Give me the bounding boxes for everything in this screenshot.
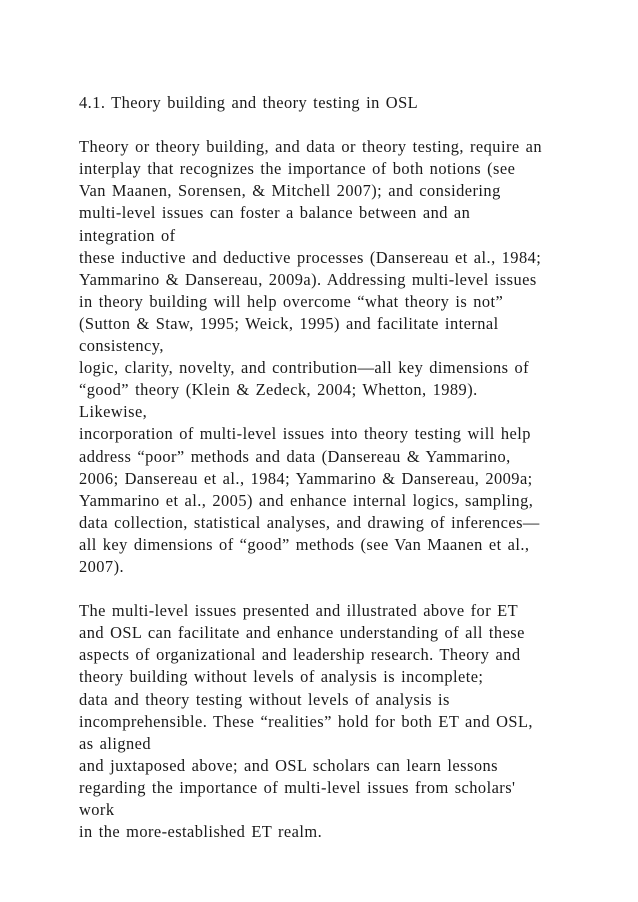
paragraph-line: data and theory testing without levels of analysis is [79, 689, 450, 709]
paragraph-line: interplay that recognizes the importance of both notions (see [79, 159, 516, 179]
paragraph-line: (Sutton & Staw, 1995; Weick, 1995) and facilitate internal [79, 313, 499, 333]
paragraph-line: and OSL can facilitate and enhance understanding of all these [79, 623, 525, 643]
paragraph-line: integration of [79, 225, 176, 245]
paragraph-line: The multi-level issues presented and illustrated above for ET [79, 601, 519, 621]
section-heading: 4.1. Theory building and theory testing in OSL [79, 93, 419, 112]
paragraph-2 [79, 600, 599, 843]
paragraph-line: and juxtaposed above; and OSL scholars can learn lessons [79, 755, 498, 775]
paragraph-line: logic, clarity, novelty, and contribution—all key dimensions of [79, 358, 530, 378]
paragraph-line: Theory or theory building, and data or theory testing, require an [79, 137, 542, 157]
paragraph-line: Likewise, [79, 402, 148, 422]
paragraph-line: aspects of organizational and leadership research. Theory and [79, 645, 521, 665]
paragraph-spacer [79, 578, 599, 600]
paragraph-line: theory building without levels of analysis is incomplete; [79, 667, 484, 687]
paragraph-line: in theory building will help overcome “what theory is not” [79, 291, 504, 311]
paragraph-1 [79, 136, 599, 578]
paragraph-line: Yammarino & Dansereau, 2009a). Addressing multi-level issues [79, 269, 537, 289]
paragraph-line: Van Maanen, Sorensen, & Mitchell 2007); and considering [79, 181, 501, 201]
paragraph-line: data collection, statistical analyses, and drawing of inferences— [79, 512, 540, 532]
paragraph-line: address “poor” methods and data (Dansereau & Yammarino, [79, 446, 511, 466]
paragraph-line: incorporation of multi-level issues into theory testing will help [79, 424, 531, 444]
paragraph-line: “good” theory (Klein & Zedeck, 2004; Whetton, 1989). [79, 380, 478, 400]
paragraph-line: 2007). [79, 556, 125, 576]
paragraph-line: regarding the importance of multi-level issues from scholars' [79, 777, 516, 797]
paragraph-line: as aligned [79, 733, 151, 753]
paragraph-line: consistency, [79, 336, 164, 356]
paragraph-line: multi-level issues can foster a balance between and an [79, 203, 471, 223]
paragraph-line: 2006; Dansereau et al., 1984; Yammarino & Dansereau, 2009a; [79, 468, 533, 488]
paragraph-spacer [79, 114, 599, 136]
document-body [79, 92, 599, 843]
paragraph-line: in the more-established ET realm. [79, 822, 323, 842]
paragraph-line: all key dimensions of “good” methods (see Van Maanen et al., [79, 534, 530, 554]
paragraph-line: incomprehensible. These “realities” hold for both ET and OSL, [79, 711, 533, 731]
paragraph-line: Yammarino et al., 2005) and enhance internal logics, sampling, [79, 490, 534, 510]
paragraph-line: work [79, 800, 115, 819]
paragraph-line: these inductive and deductive processes (Dansereau et al., 1984; [79, 247, 542, 267]
